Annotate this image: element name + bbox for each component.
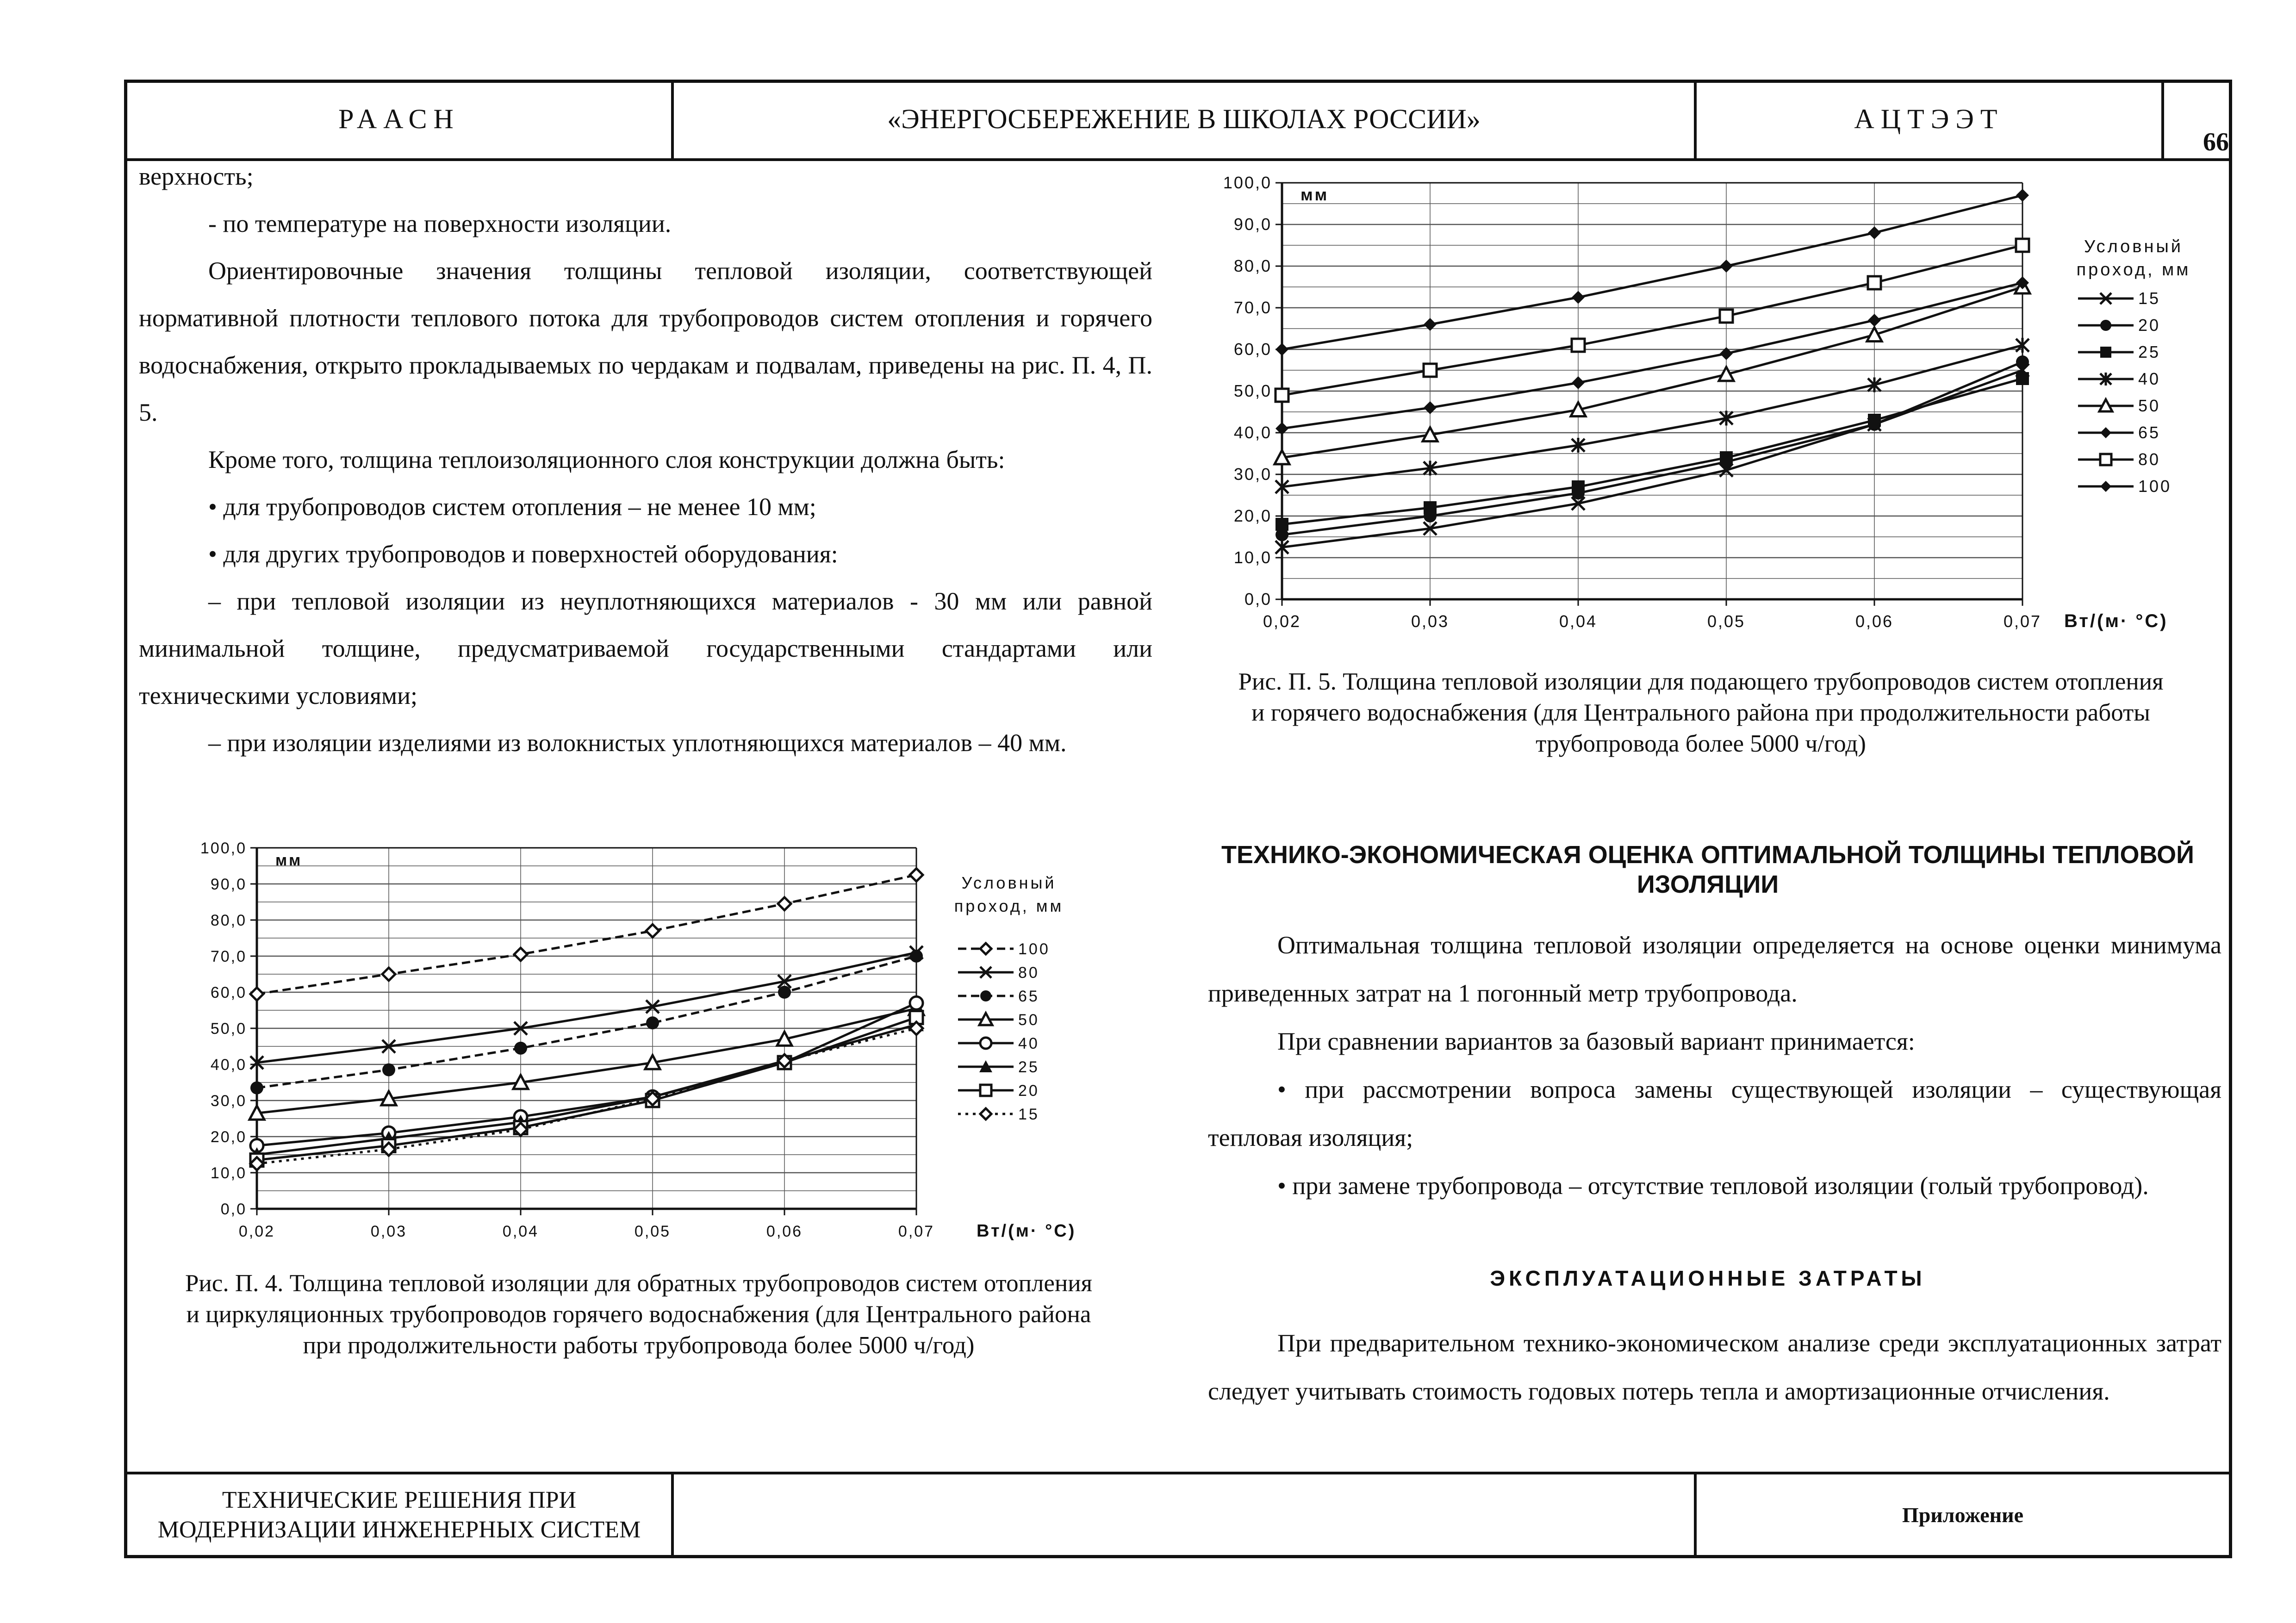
legend-marker	[980, 1085, 991, 1096]
data-point	[910, 996, 923, 1009]
x-tick-label: 0,06	[766, 1223, 803, 1240]
legend-marker	[2100, 427, 2111, 438]
data-point	[1276, 389, 1288, 402]
x-tick-label: 0,02	[1263, 612, 1301, 631]
paragraph: Оптимальная толщина тепловой изоляции определяется на основе оценки минимума приведенных затрат на 1 погонный метр трубопровода.	[1208, 931, 2221, 1007]
caption-fig5: Рис. П. 5. Толщина тепловой изоляции для подающего трубопроводов систем отопления и горячего водоснабжения (для Центрального района при продолжительности работы трубопровода более 5000 ч/год)	[1238, 668, 2164, 757]
data-point	[250, 1082, 263, 1094]
y-axis-label: мм	[275, 852, 303, 869]
data-point	[1424, 318, 1437, 331]
x-tick-label: 0,07	[898, 1223, 935, 1240]
legend-label: 80	[2138, 450, 2161, 469]
y-tick-label: 10,0	[1233, 548, 1272, 567]
legend	[954, 873, 1064, 1123]
data-point	[250, 988, 263, 1001]
legend-label: 15	[2138, 289, 2161, 308]
data-point	[1572, 376, 1585, 389]
header-left: РААСН	[338, 103, 460, 134]
x-tick-label: 0,03	[370, 1223, 407, 1240]
data-point	[646, 924, 659, 937]
x-axis-label: Вт/(м· °С)	[977, 1221, 1076, 1241]
data-point	[1572, 339, 1585, 352]
legend-title: Условный	[961, 873, 1057, 892]
data-point	[514, 1042, 527, 1055]
legend-marker	[980, 990, 991, 1001]
y-tick-label: 90,0	[1233, 215, 1272, 234]
legend-label: 80	[1018, 964, 1039, 982]
y-axis-label: мм	[1300, 185, 1329, 204]
y-tick-label: 40,0	[210, 1056, 247, 1074]
paragraph: – при изоляции изделиями из волокнистых уплотняющихся материалов – 40 мм.	[208, 729, 1067, 757]
x-tick-label: 0,06	[1855, 612, 1894, 631]
data-point	[2016, 189, 2029, 202]
series-line	[257, 1018, 916, 1160]
legend-label: 40	[1018, 1035, 1039, 1052]
page-number: 66	[2203, 128, 2229, 156]
footer-sep-1	[671, 1472, 674, 1558]
footer-left: ТЕХНИЧЕСКИЕ РЕШЕНИЯ ПРИ МОДЕРНИЗАЦИИ ИНЖЕНЕРНЫХ СИСТЕМ	[157, 1487, 641, 1543]
legend-label: 50	[1018, 1011, 1039, 1029]
header-center: «ЭНЕРГОСБЕРЕЖЕНИЕ В ШКОЛАХ РОССИИ»	[887, 103, 1481, 134]
legend-title: проход, мм	[2076, 260, 2191, 280]
data-point	[646, 1016, 659, 1029]
data-point	[1720, 260, 1733, 273]
legend-label: 15	[1018, 1106, 1039, 1123]
y-tick-label: 70,0	[210, 948, 247, 965]
legend-marker	[2100, 320, 2111, 331]
y-tick-label: 80,0	[1233, 256, 1272, 275]
left-body	[139, 153, 1152, 766]
legend-label: 100	[2138, 477, 2172, 496]
y-tick-label: 60,0	[1233, 340, 1272, 359]
right-body	[1208, 921, 2221, 1210]
series-line	[1282, 245, 2022, 395]
legend-label: 100	[1018, 940, 1050, 958]
y-tick-label: 30,0	[1233, 465, 1272, 484]
paragraph: Ориентировочные значения толщины тепловой изоляции, соответствующей нормативной плотности теплового потока для трубопроводов систем отопления и горячего водоснабжения, открыто прокладываемых по чердакам и подвалам, приведены на рис. П. 4, П. 5.	[139, 257, 1152, 426]
legend-marker	[2100, 454, 2111, 465]
y-tick-label: 30,0	[210, 1092, 247, 1110]
y-tick-label: 0,0	[1244, 590, 1272, 609]
legend-title: Условный	[2084, 237, 2184, 256]
data-point	[1868, 314, 1881, 327]
y-tick-label: 40,0	[1233, 423, 1272, 442]
series-40	[1276, 338, 2029, 494]
x-tick-label: 0,05	[1707, 612, 1746, 631]
data-point	[1868, 276, 1881, 289]
legend-marker	[2100, 481, 2111, 492]
y-tick-label: 20,0	[1233, 506, 1272, 525]
series-65	[1276, 276, 2029, 435]
y-tick-label: 100,0	[200, 839, 247, 857]
x-tick-label: 0,04	[502, 1223, 539, 1240]
series-line	[1282, 379, 2022, 524]
paragraph: Кроме того, толщина теплоизоляционного слоя конструкции должна быть:	[208, 446, 1005, 473]
y-tick-label: 10,0	[210, 1164, 247, 1182]
data-point	[1720, 310, 1733, 323]
y-tick-label: 90,0	[210, 876, 247, 893]
legend-marker	[980, 1038, 991, 1049]
legend-marker	[2099, 399, 2112, 411]
data-point	[1424, 401, 1437, 414]
series-line	[1282, 362, 2022, 535]
data-point	[2016, 355, 2029, 368]
data-point	[1572, 291, 1585, 304]
legend-label: 65	[1018, 988, 1039, 1005]
data-point	[1868, 226, 1881, 239]
chart-fig4	[176, 828, 1129, 1254]
series-line	[257, 1008, 916, 1113]
data-point	[778, 986, 791, 999]
y-tick-label: 100,0	[1223, 173, 1272, 192]
data-point	[1424, 364, 1437, 377]
legend	[2077, 237, 2191, 496]
y-tick-label: 70,0	[1233, 298, 1272, 317]
legend-label: 20	[2138, 316, 2161, 335]
y-tick-label: 0,0	[220, 1200, 247, 1218]
y-tick-label: 50,0	[1233, 381, 1272, 400]
series-15	[250, 1022, 923, 1170]
data-point	[1424, 501, 1437, 514]
caption-fig4: Рис. П. 4. Толщина тепловой изоляции для обратных трубопроводов систем отопления и циркуляционных трубопроводов горячего водоснабжения (для Центрального района при продолжительности работы трубопровода более 5000 ч/год)	[185, 1270, 1093, 1359]
y-tick-label: 60,0	[210, 984, 247, 1001]
series-line	[257, 875, 916, 994]
data-point	[1276, 343, 1288, 356]
data-point	[1720, 451, 1733, 464]
section-heading: ТЕХНИКО-ЭКОНОМИЧЕСКАЯ ОЦЕНКА ОПТИМАЛЬНОЙ ТОЛЩИНЫ ТЕПЛОВОЙ ИЗОЛЯЦИИ	[1221, 841, 2194, 898]
data-point	[910, 950, 923, 963]
paragraph: При сравнении вариантов за базовый вариант принимается:	[1277, 1027, 1915, 1055]
data-point	[514, 948, 527, 961]
series-100	[250, 869, 923, 1001]
series-25	[1276, 372, 2029, 531]
x-tick-label: 0,04	[1559, 612, 1598, 631]
y-tick-label: 20,0	[210, 1128, 247, 1146]
legend-label: 25	[1018, 1058, 1039, 1076]
y-tick-label: 80,0	[210, 912, 247, 929]
series-25	[249, 1017, 924, 1161]
series-line	[257, 956, 916, 1088]
paragraph: • при замене трубопровода – отсутствие тепловой изоляции (голый трубопровод).	[1277, 1172, 2149, 1200]
legend-label: 50	[2138, 396, 2161, 415]
series-line	[1282, 345, 2022, 487]
data-point	[778, 897, 791, 910]
paragraph: • для трубопроводов систем отопления – не менее 10 мм;	[208, 493, 816, 521]
legend-marker	[980, 943, 991, 954]
header-right: АЦТЭЭТ	[1854, 103, 2004, 134]
series-50	[249, 1001, 924, 1119]
x-tick-label: 0,07	[2003, 612, 2042, 631]
data-point	[382, 1063, 395, 1076]
paragraph: • для других трубопроводов и поверхностей оборудования:	[208, 540, 838, 568]
data-point	[2016, 338, 2029, 353]
legend-label: 65	[2138, 423, 2161, 442]
paragraph: - по температуре на поверхности изоляции.	[208, 210, 672, 237]
paragraph: верхность;	[139, 162, 254, 190]
legend-label: 40	[2138, 369, 2161, 388]
series-line	[257, 1003, 916, 1145]
y-tick-label: 50,0	[210, 1020, 247, 1038]
subheading: ЭКСПЛУАТАЦИОННЫЕ ЗАТРАТЫ	[1490, 1266, 1926, 1290]
series-line	[1282, 283, 2022, 429]
data-point	[1868, 414, 1881, 427]
footer-right: Приложение	[1902, 1503, 2024, 1527]
legend-marker	[2100, 347, 2111, 358]
chart-fig5	[1185, 167, 2203, 648]
x-tick-label: 0,02	[238, 1223, 275, 1240]
x-tick-label: 0,05	[634, 1223, 671, 1240]
data-point	[1276, 518, 1288, 531]
legend-label: 20	[1018, 1082, 1039, 1100]
data-point	[2016, 372, 2029, 385]
data-point	[1572, 480, 1585, 493]
data-point	[382, 968, 395, 981]
paragraph: При предварительном технико-экономическом анализе среди эксплуатационных затрат следует учитывать стоимость годовых потерь тепла и амортизационные отчисления.	[1208, 1329, 2221, 1405]
paragraph: • при рассмотрении вопроса замены существующей изоляции – существующая тепловая изоляция;	[1208, 1076, 2221, 1151]
x-tick-label: 0,03	[1411, 612, 1450, 631]
legend-marker	[979, 1013, 992, 1025]
legend-title: проход, мм	[954, 896, 1064, 915]
paragraph: – при тепловой изоляции из неуплотняющихся материалов - 30 мм или равной минимальной толщине, предусматриваемой государственными стандартами или техническими условиями;	[139, 587, 1152, 709]
legend-marker	[980, 1108, 991, 1119]
chart-grid	[257, 848, 916, 1209]
data-point	[2016, 239, 2029, 252]
legend-label: 25	[2138, 342, 2161, 361]
x-axis-label: Вт/(м· °С)	[2064, 611, 2168, 631]
data-point	[910, 869, 923, 882]
right-body-2	[1208, 1319, 2221, 1415]
